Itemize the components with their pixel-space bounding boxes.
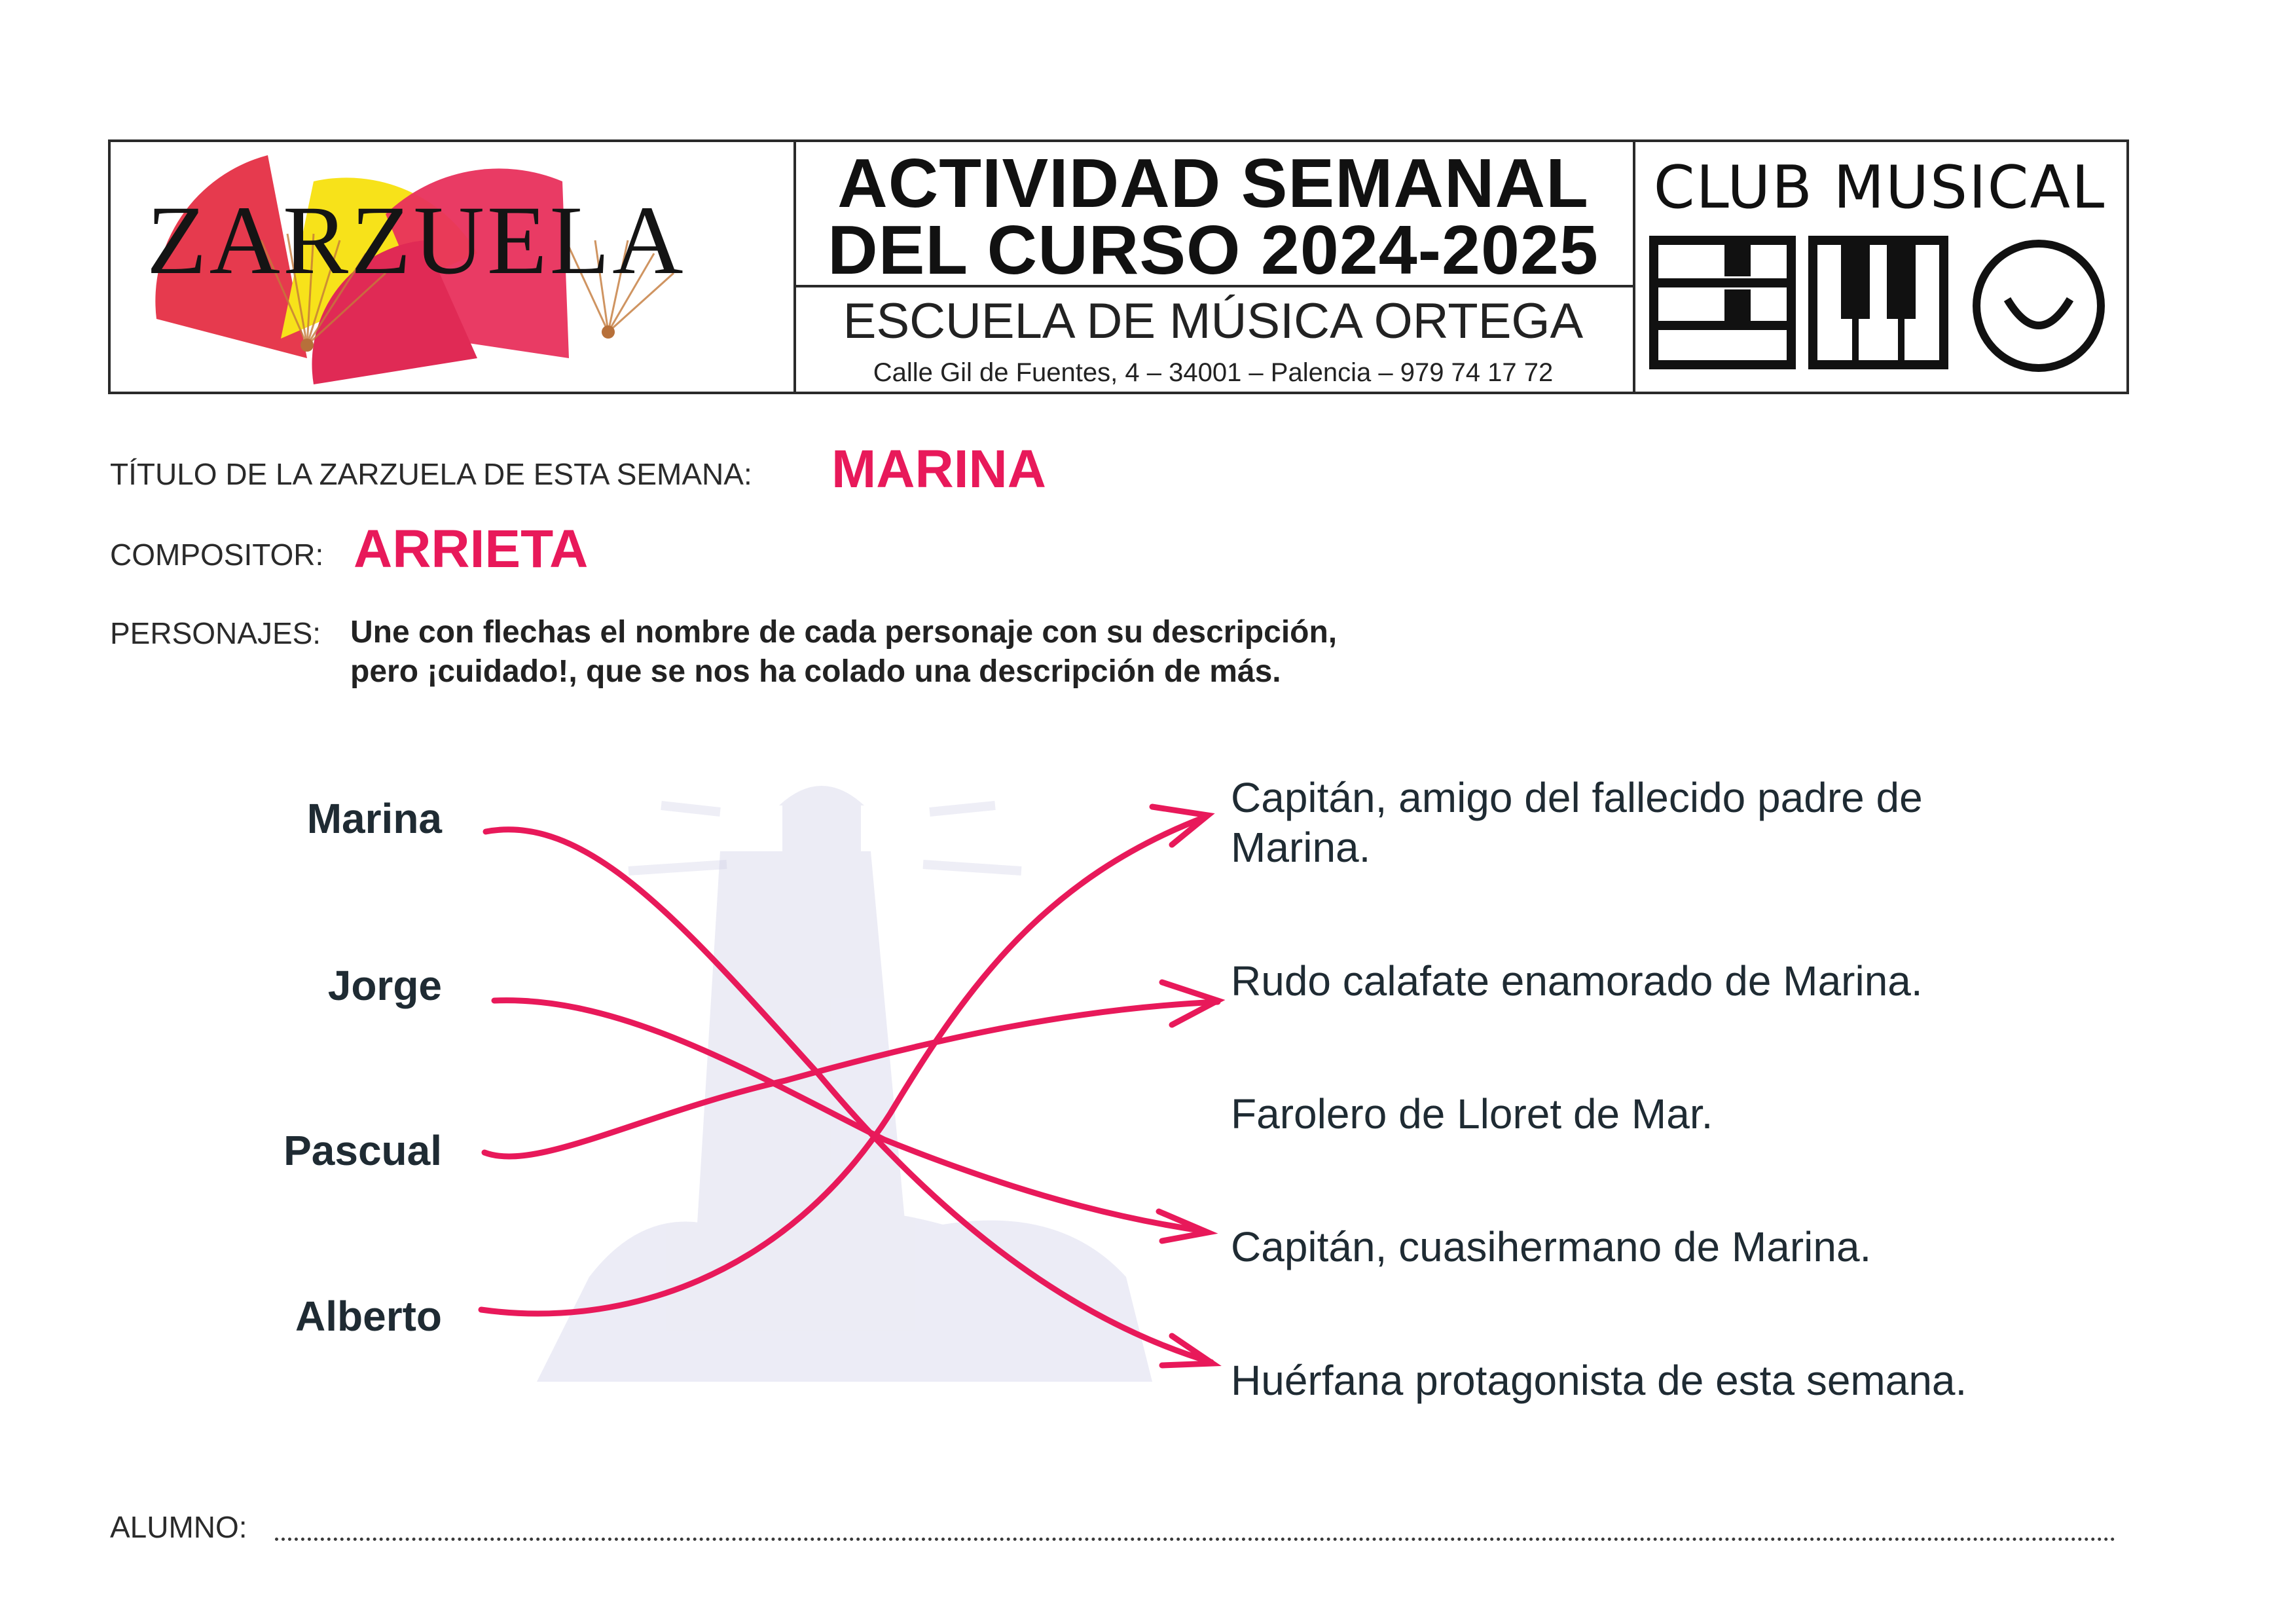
- composer-name: ARRIETA: [354, 519, 589, 579]
- characters-label: PERSONAJES:: [110, 616, 321, 650]
- character-alberto: Alberto: [295, 1293, 442, 1340]
- description-3: Farolero de Lloret de Mar.: [1231, 1090, 1713, 1137]
- description-5: Huérfana protagonista de esta semana.: [1231, 1357, 1967, 1404]
- title-line-2: DEL CURSO 2024-2025: [828, 212, 1599, 289]
- title-line-1: ACTIVIDAD SEMANAL: [837, 145, 1589, 222]
- composer-label: COMPOSITOR:: [110, 538, 324, 572]
- instruction-line-2: pero ¡cuidado!, que se nos ha colado una descripción de más.: [350, 654, 1281, 689]
- student-name-line[interactable]: [275, 1538, 2116, 1541]
- school-address: Calle Gil de Fuentes, 4 – 34001 – Palencia – 979 74 17 72: [873, 358, 1554, 387]
- logo-text: ZARZUELA: [147, 186, 686, 295]
- description-1-line-1: Capitán, amigo del fallecido padre de: [1231, 774, 1923, 821]
- school-name: ESCUELA DE MÚSICA ORTEGA: [843, 293, 1584, 349]
- description-4: Capitán, cuasihermano de Marina.: [1231, 1223, 1872, 1270]
- instruction-line-1: Une con flechas el nombre de cada personaje con su descripción,: [350, 615, 1338, 650]
- character-marina: Marina: [306, 795, 442, 842]
- character-pascual: Pascual: [283, 1127, 442, 1174]
- description-1: [1231, 773, 1923, 872]
- student-label: ALUMNO:: [110, 1510, 247, 1544]
- character-jorge: Jorge: [327, 962, 442, 1009]
- description-2: Rudo calafate enamorado de Marina.: [1231, 957, 1923, 1005]
- description-1-line-2: Marina.: [1231, 824, 1371, 871]
- zarzuela-title: MARINA: [831, 439, 1046, 499]
- title-label: TÍTULO DE LA ZARZUELA DE ESTA SEMANA:: [110, 457, 752, 491]
- club-title: CLUB MUSICAL: [1653, 153, 2106, 222]
